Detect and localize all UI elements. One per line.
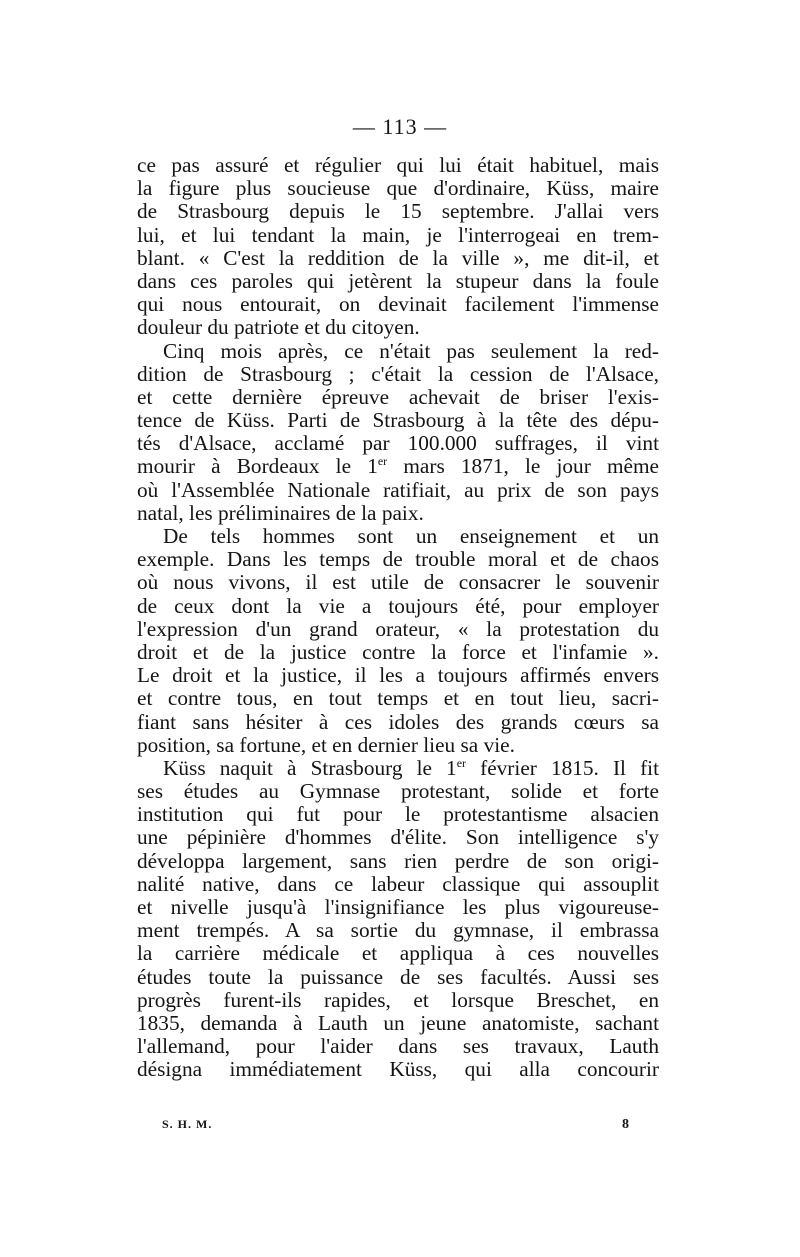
- text-line: ses études au Gymnase protestant, solide et forte: [137, 779, 659, 804]
- text-line: et cette dernière épreuve achevait de briser l'exis-: [137, 384, 659, 409]
- text-line: où l'Assemblée Nationale ratifiait, au prix de son pays: [137, 477, 659, 502]
- ordinal-superscript: er: [377, 454, 388, 469]
- text-line: [137, 757, 659, 780]
- text-line: exemple. Dans les temps de trouble moral et de chaos: [137, 547, 659, 572]
- printer-signature-mark: S. H. M.: [162, 1117, 213, 1131]
- page-number: — 113 —: [352, 114, 448, 139]
- text-line: ment trempés. A sa sortie du gymnase, il embrassa: [137, 918, 659, 943]
- text-line: douleur du patriote et du citoyen.: [137, 315, 420, 340]
- text-fragment: Küss naquit à Strasbourg le 1: [163, 755, 457, 780]
- text-line: développa largement, sans rien perdre de son origi-: [137, 848, 659, 873]
- text-line: de Strasbourg depuis le 15 septembre. J'allai vers: [137, 199, 659, 224]
- text-line: et nivelle jusqu'à l'insignifiance les plus vigoureuse-: [137, 895, 659, 919]
- text-line: lui, et lui tendant la main, je l'interrogeai en trem-: [137, 222, 659, 247]
- text-line: position, sa fortune, et en dernier lieu sa vie.: [137, 732, 515, 757]
- sheet-number: 8: [622, 1117, 629, 1132]
- text-fragment: mourir à Bordeaux le 1: [137, 454, 378, 479]
- text-line: fiant sans hésiter à ces idoles des grands cœurs sa: [137, 709, 659, 734]
- text-line: la figure plus soucieuse que d'ordinaire, Küss, maire: [137, 176, 659, 201]
- text-line: De tels hommes sont un enseignement et un: [163, 524, 659, 548]
- text-line: Le droit et la justice, il les a toujours affirmés envers: [137, 663, 659, 688]
- text-line: études toute la puissance de ses facultés. Aussi ses: [137, 964, 659, 989]
- text-line: l'allemand, pour l'aider dans ses travaux, Lauth: [137, 1034, 659, 1059]
- text-line: désigna immédiatement Küss, qui alla concourir: [137, 1057, 659, 1082]
- text-line: qui nous entourait, on devinait facilement l'immense: [137, 292, 659, 317]
- text-line: de ceux dont la vie a toujours été, pour employer: [137, 593, 659, 618]
- text-line: l'expression d'un grand orateur, « la protestation du: [137, 616, 659, 641]
- text-line: où nous vivons, il est utile de consacrer le souvenir: [137, 570, 659, 595]
- text-fragment: mars 1871, le jour même: [387, 454, 659, 479]
- text-line: Cinq mois après, ce n'était pas seulement la red-: [163, 338, 659, 363]
- text-line: natal, les préliminaires de la paix.: [137, 500, 424, 525]
- text-fragment: février 1815. Il fit: [466, 755, 659, 780]
- body-text: [137, 154, 659, 1082]
- text-line: progrès furent-ils rapides, et lorsque Breschet, en: [137, 987, 659, 1012]
- text-line: et contre tous, en tout temps et en tout lieu, sacri-: [137, 686, 659, 711]
- text-line: tés d'Alsace, acclamé par 100.000 suffrages, il vint: [137, 431, 659, 456]
- text-line: blant. « C'est la reddition de la ville », me dit-il, et: [137, 245, 659, 270]
- text-line: ce pas assuré et régulier qui lui était habituel, mais: [137, 153, 659, 177]
- text-line: 1835, demanda à Lauth un jeune anatomiste, sachant: [137, 1010, 659, 1035]
- text-line: la carrière médicale et appliqua à ces nouvelles: [137, 941, 659, 966]
- text-line: institution qui fut pour le protestantisme alsacien: [137, 802, 659, 827]
- text-line: droit et de la justice contre la force et l'infamie ».: [137, 639, 659, 664]
- text-line: tence de Küss. Parti de Strasbourg à la tête des dépu-: [137, 408, 659, 433]
- text-line: nalité native, dans ce labeur classique qui assouplit: [137, 871, 659, 896]
- text-line: dition de Strasbourg ; c'était la cession de l'Alsace,: [137, 361, 659, 386]
- ordinal-superscript: er: [456, 755, 467, 770]
- text-line: une pépinière d'hommes d'élite. Son intelligence s'y: [137, 825, 659, 850]
- text-line: [137, 455, 659, 478]
- text-line: dans ces paroles qui jetèrent la stupeur dans la foule: [137, 268, 659, 293]
